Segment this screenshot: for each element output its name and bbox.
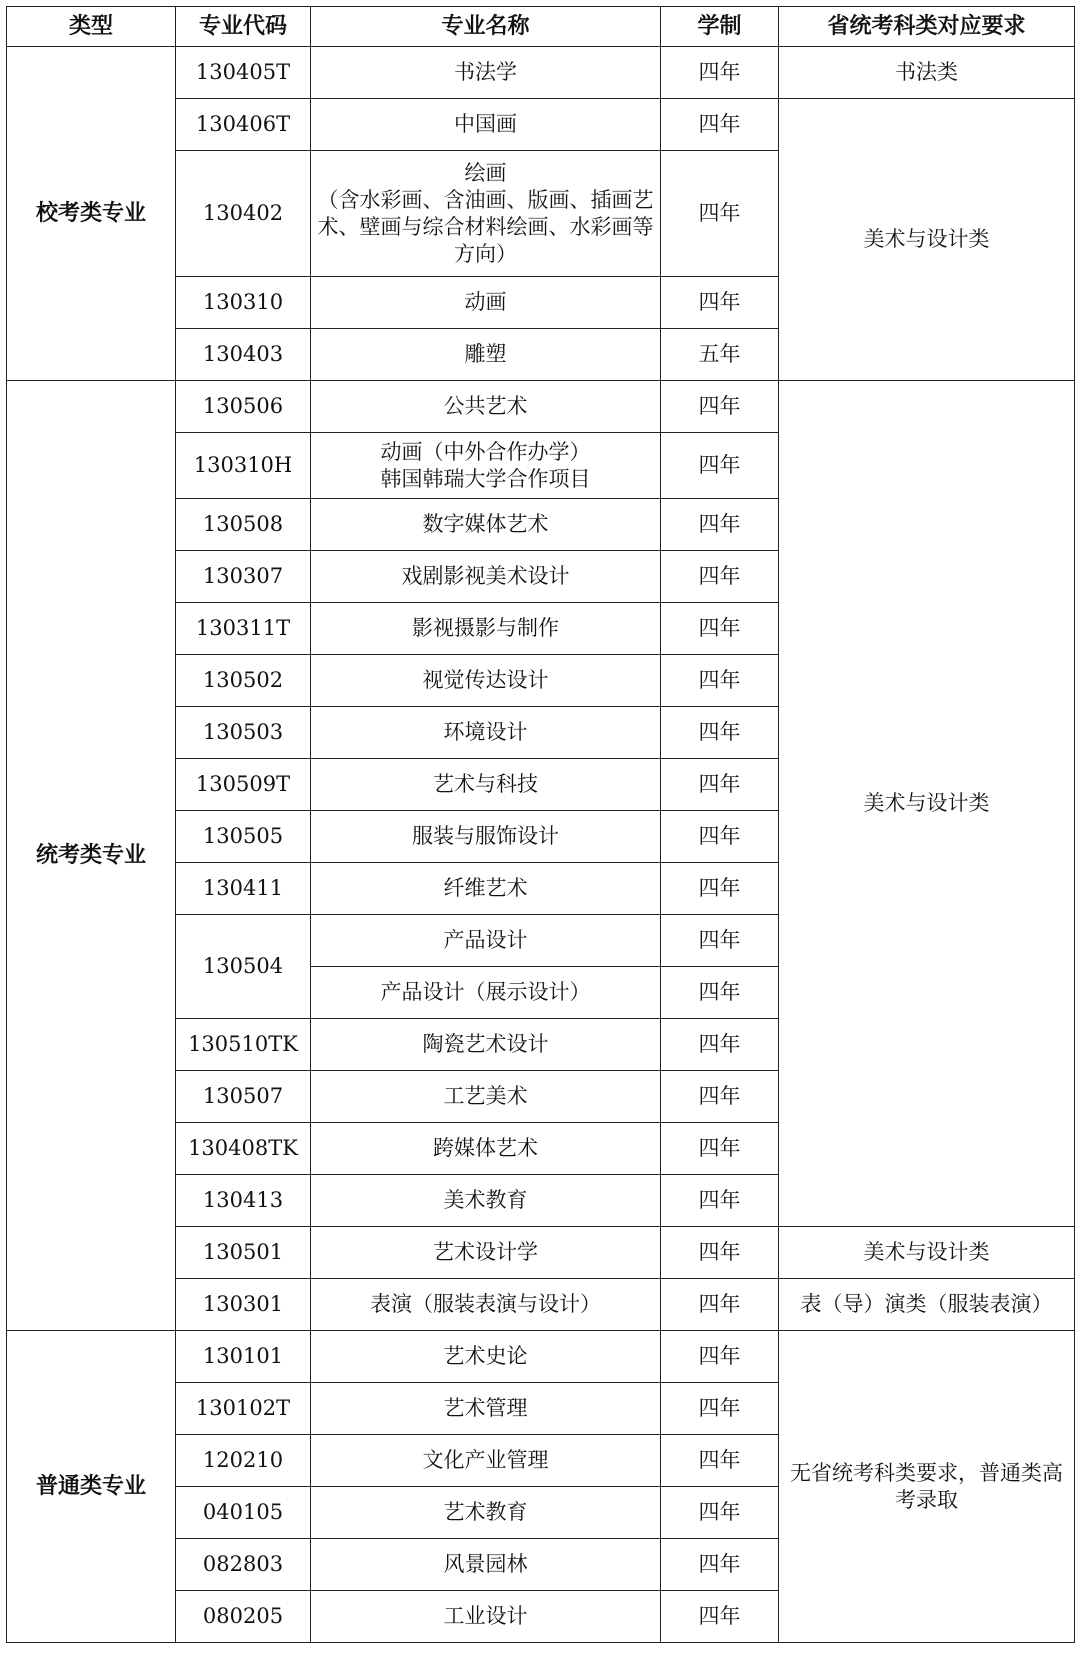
- name-cell: 风景园林: [311, 1539, 661, 1591]
- name-cell: 雕塑: [311, 329, 661, 381]
- years-cell: 四年: [661, 603, 779, 655]
- years-cell: 四年: [661, 551, 779, 603]
- requirement-cell: 表（导）演类（服装表演）: [779, 1279, 1075, 1331]
- code-cell: 130503: [176, 707, 311, 759]
- code-cell: 130311T: [176, 603, 311, 655]
- years-cell: 四年: [661, 915, 779, 967]
- years-cell: 四年: [661, 1019, 779, 1071]
- code-cell: 040105: [176, 1487, 311, 1539]
- years-cell: 四年: [661, 1123, 779, 1175]
- years-cell: 四年: [661, 151, 779, 277]
- code-cell: 130310: [176, 277, 311, 329]
- header-requirement: 省统考科类对应要求: [779, 7, 1075, 47]
- years-cell: 四年: [661, 277, 779, 329]
- name-cell: 纤维艺术: [311, 863, 661, 915]
- table-row: [7, 381, 1075, 433]
- name-cell: 陶瓷艺术设计: [311, 1019, 661, 1071]
- code-cell: 130102T: [176, 1383, 311, 1435]
- code-cell: 130101: [176, 1331, 311, 1383]
- name-cell: 工业设计: [311, 1591, 661, 1643]
- name-cell: 美术教育: [311, 1175, 661, 1227]
- header-row: [7, 7, 1075, 47]
- code-cell: 130505: [176, 811, 311, 863]
- code-cell: 130413: [176, 1175, 311, 1227]
- name-cell: 环境设计: [311, 707, 661, 759]
- years-cell: 四年: [661, 759, 779, 811]
- years-cell: 四年: [661, 47, 779, 99]
- requirement-cell: 书法类: [779, 47, 1075, 99]
- code-cell: 130307: [176, 551, 311, 603]
- name-cell: 书法学: [311, 47, 661, 99]
- years-cell: 四年: [661, 1227, 779, 1279]
- years-cell: 四年: [661, 967, 779, 1019]
- code-cell: 130310H: [176, 433, 311, 499]
- type-cell: 统考类专业: [7, 381, 176, 1331]
- code-cell: 130509T: [176, 759, 311, 811]
- name-cell: 艺术管理: [311, 1383, 661, 1435]
- name-cell: 公共艺术: [311, 381, 661, 433]
- years-cell: 四年: [661, 381, 779, 433]
- code-cell: 080205: [176, 1591, 311, 1643]
- name-cell: 艺术设计学: [311, 1227, 661, 1279]
- code-cell: 130411: [176, 863, 311, 915]
- years-cell: 四年: [661, 1591, 779, 1643]
- years-cell: 四年: [661, 1487, 779, 1539]
- name-cell: 戏剧影视美术设计: [311, 551, 661, 603]
- requirement-cell: 美术与设计类: [779, 99, 1075, 381]
- header-years: 学制: [661, 7, 779, 47]
- header-code: 专业代码: [176, 7, 311, 47]
- years-cell: 四年: [661, 499, 779, 551]
- name-cell: 动画（中外合作办学） 韩国韩瑞大学合作项目: [311, 433, 661, 499]
- name-cell: 中国画: [311, 99, 661, 151]
- type-cell: 普通类专业: [7, 1331, 176, 1643]
- code-cell: 130403: [176, 329, 311, 381]
- requirement-cell: 美术与设计类: [779, 381, 1075, 1227]
- name-cell: 艺术教育: [311, 1487, 661, 1539]
- code-cell: 130506: [176, 381, 311, 433]
- name-cell: 服装与服饰设计: [311, 811, 661, 863]
- name-cell: 艺术与科技: [311, 759, 661, 811]
- years-cell: 四年: [661, 863, 779, 915]
- name-cell: 产品设计（展示设计）: [311, 967, 661, 1019]
- requirement-cell: 无省统考科类要求，普通类高考录取: [779, 1331, 1075, 1643]
- table-row: [7, 47, 1075, 99]
- code-cell: 120210: [176, 1435, 311, 1487]
- years-cell: 四年: [661, 1435, 779, 1487]
- years-cell: 四年: [661, 1383, 779, 1435]
- name-cell: 文化产业管理: [311, 1435, 661, 1487]
- code-cell: 130507: [176, 1071, 311, 1123]
- code-cell: 130405T: [176, 47, 311, 99]
- years-cell: 四年: [661, 433, 779, 499]
- name-cell: 绘画 （含水彩画、含油画、版画、插画艺术、壁画与综合材料绘画、水彩画等方向）: [311, 151, 661, 277]
- years-cell: 四年: [661, 1279, 779, 1331]
- name-cell: 工艺美术: [311, 1071, 661, 1123]
- name-cell: 艺术史论: [311, 1331, 661, 1383]
- type-cell: 校考类专业: [7, 47, 176, 381]
- code-cell: 130501: [176, 1227, 311, 1279]
- name-cell: 表演（服装表演与设计）: [311, 1279, 661, 1331]
- years-cell: 四年: [661, 655, 779, 707]
- code-cell: 130402: [176, 151, 311, 277]
- years-cell: 四年: [661, 707, 779, 759]
- years-cell: 四年: [661, 1071, 779, 1123]
- requirement-cell: 美术与设计类: [779, 1227, 1075, 1279]
- code-cell: 082803: [176, 1539, 311, 1591]
- name-cell: 跨媒体艺术: [311, 1123, 661, 1175]
- header-name: 专业名称: [311, 7, 661, 47]
- name-cell: 动画: [311, 277, 661, 329]
- code-cell: 130510TK: [176, 1019, 311, 1071]
- majors-table: [6, 6, 1075, 1643]
- years-cell: 五年: [661, 329, 779, 381]
- code-cell: 130301: [176, 1279, 311, 1331]
- name-cell: 数字媒体艺术: [311, 499, 661, 551]
- code-cell: 130406T: [176, 99, 311, 151]
- years-cell: 四年: [661, 811, 779, 863]
- years-cell: 四年: [661, 99, 779, 151]
- years-cell: 四年: [661, 1539, 779, 1591]
- code-cell: 130502: [176, 655, 311, 707]
- name-cell: 产品设计: [311, 915, 661, 967]
- code-cell: 130408TK: [176, 1123, 311, 1175]
- majors-table-wrapper: [6, 6, 1075, 1643]
- name-cell: 影视摄影与制作: [311, 603, 661, 655]
- table-row: [7, 1331, 1075, 1383]
- name-cell: 视觉传达设计: [311, 655, 661, 707]
- header-type: 类型: [7, 7, 176, 47]
- code-cell: 130508: [176, 499, 311, 551]
- years-cell: 四年: [661, 1331, 779, 1383]
- code-cell: 130504: [176, 915, 311, 1019]
- years-cell: 四年: [661, 1175, 779, 1227]
